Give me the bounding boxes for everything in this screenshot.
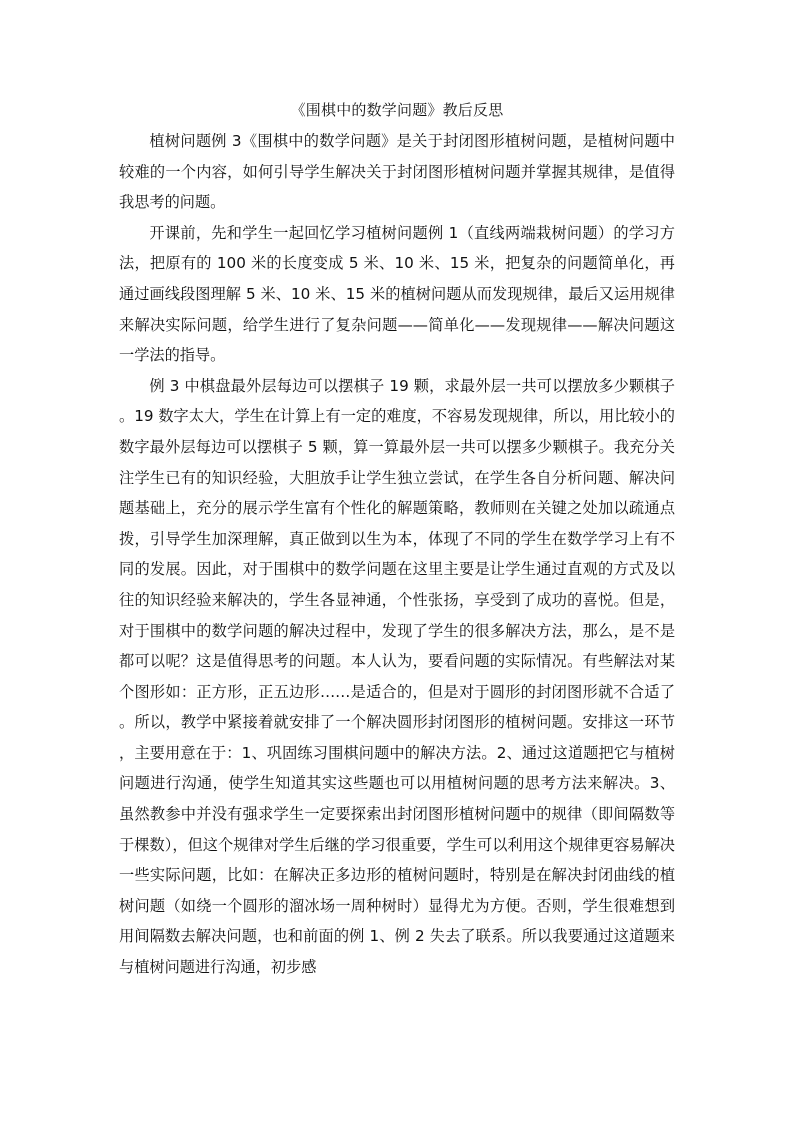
- paragraph-review: 开课前，先和学生一起回忆学习植树问题例 1（直线两端栽树问题）的学习方法，把原有的 100 米的长度变成 5 米、10 米、15 米，把复杂的问题简单化，再通过画线段图理解 5 米、10 米、15 米的植树问题从而发现规律，最后又运用规律来解决实际问题，给学生进行了复杂问题——简单化——发现规律——解决问题这一学法的指导。: [119, 223, 675, 365]
- document-body: [119, 126, 675, 983]
- document-title: 《围棋中的数学问题》教后反思: [290, 101, 504, 119]
- paragraph-example-3: 例 3 中棋盘最外层每边可以摆棋子 19 颗，求最外层一共可以摆放多少颗棋子。19 数字太大，学生在计算上有一定的难度，不容易发现规律，所以，用比较小的数字最外层每边可以摆棋子 5 颗，算一算最外层一共可以摆多少颗棋子。我充分关注学生已有的知识经验，大胆放手让学生独立尝试，在学生各自分析问题、解决问题基础上，充分的展示学生富有个性化的解题策略，教师则在关键之处加以疏通点拨，引导学生加深理解，真正做到以生为本，体现了不同的学生在数学学习上有不同的发展。因此，对于围棋中的数学问题在这里主要是让学生通过直观的方式及以往的知识经验来解决的，学生各显神通，个性张扬，享受到了成功的喜悦。但是，对于围棋中的数学问题的解决过程中，发现了学生的很多解决方法，那么，是不是都可以呢？这是值得思考的问题。本人认为，要看问题的实际情况。有些解法对某个图形如：正方形，正五边形……是适合的，但是对于圆形的封闭图形就不合适了。所以，教学中紧接着就安排了一个解决圆形封闭图形的植树问题。安排这一环节，主要用意在于：1、巩固练习围棋问题中的解决方法。2、通过这道题把它与植树问题进行沟通，使学生知道其实这些题也可以用植树问题的思考方法来解决。3、虽然教参中并没有强求学生一定要探索出封闭图形植树问题中的规律（即间隔数等于棵数），但这个规律对学生后继的学习很重要，学生可以利用这个规律更容易解决一些实际问题，比如：在解决正多边形的植树问题时，特别是在解决封闭曲线的植树问题（如绕一个圆形的溜冰场一周种树时）显得尤为方便。否则，学生很难想到用间隔数去解决问题，也和前面的例 1、例 2 失去了联系。所以我要通过这道题来与植树问题进行沟通，初步感: [119, 376, 675, 977]
- paragraph-intro: 植树问题例 3《围棋中的数学问题》是关于封闭图形植树问题，是植树问题中较难的一个内容，如何引导学生解决关于封闭图形植树问题并掌握其规律，是值得我思考的问题。: [119, 132, 675, 212]
